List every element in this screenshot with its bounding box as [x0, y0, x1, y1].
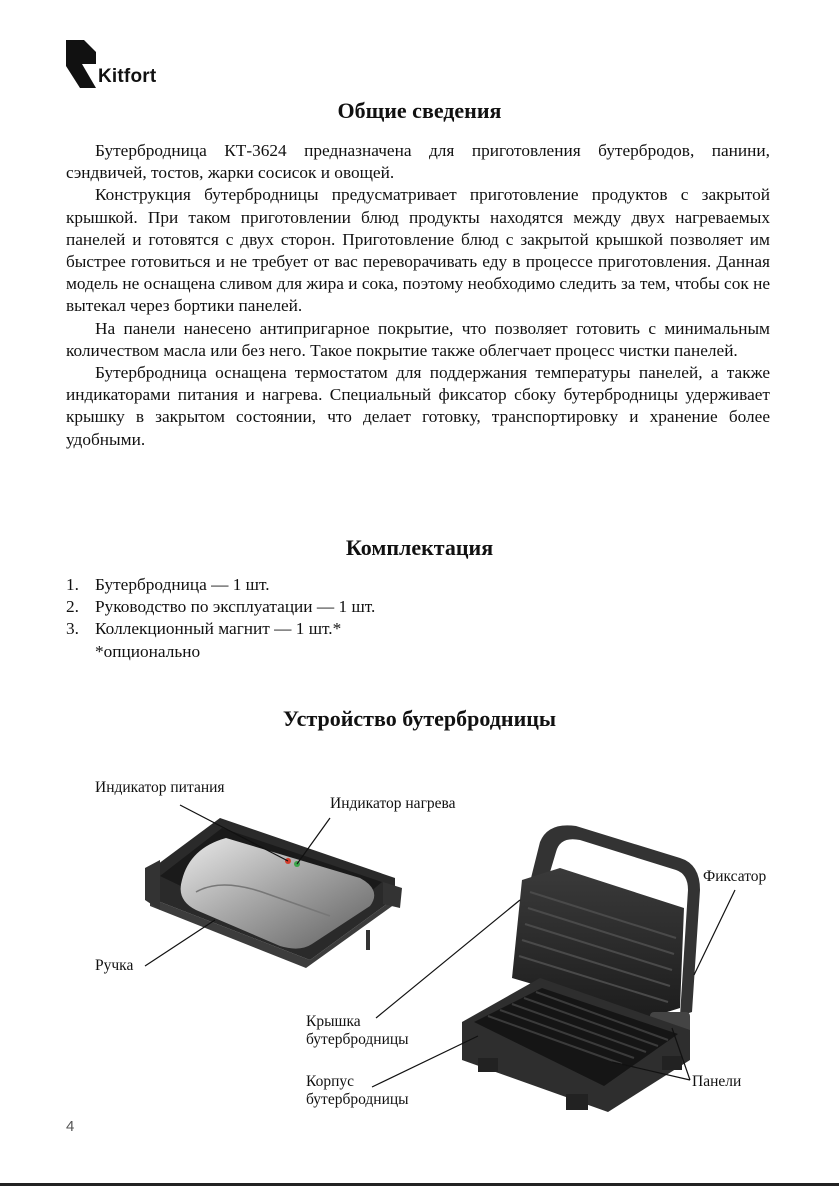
label-lid-line1: Крышка: [306, 1013, 361, 1030]
paragraph: Конструкция бутербродницы предусматривает приготовление продуктов с закрытой крышкой. При таком приготовлении блюд продукты находятся между двух нагреваемых панелей и готовятся с двух сторон. Приготовление блюд с закрытой крышкой позволяет им быстрее готовиться и не требует от вас переворачивать еду в процессе приготовления. Данная модель не оснащена сливом для жира и сока, поэтому необходимо следить за тем, чтобы сок не вытекал через бортики панелей.: [66, 185, 770, 316]
kit-list: [66, 574, 770, 663]
bottom-divider: [0, 1183, 839, 1186]
kitfort-logo-mark-icon: [66, 40, 96, 88]
list-item-number: 1.: [66, 575, 79, 594]
list-item: [66, 618, 770, 640]
label-plates: Панели: [692, 1073, 742, 1090]
paragraph: На панели нанесено антипригарное покрытие, что позволяет готовить с минимальным количеством масла или без него. Такое покрытие также облегчает процесс чистки панелей.: [66, 318, 770, 360]
kitfort-logo: [66, 40, 156, 88]
open-grill-image: [462, 825, 700, 1112]
list-item-text: Руководство по эксплуатации — 1 шт.: [95, 597, 376, 617]
brand-name: Kitfort: [98, 66, 157, 87]
list-item-text: Бутербродница — 1 шт.: [95, 575, 270, 594]
page-number: 4: [66, 1118, 75, 1135]
list-item: [66, 596, 770, 618]
paragraph: Бутербродница оснащена термостатом для поддержания температуры панелей, а также индикаторами питания и нагрева. Специальный фиксатор сбоку бутербродницы удерживает крышку в закрытом состоянии, что делает готовку, транспортировку и хранение более удобными.: [66, 363, 770, 449]
kit-note: *опционально: [95, 641, 201, 661]
label-body-line1: Корпус: [306, 1073, 354, 1090]
device-diagram: [0, 760, 839, 1120]
general-text: [66, 140, 770, 451]
closed-grill-image: [145, 818, 402, 968]
section-title-general: Общие сведения: [337, 98, 502, 123]
section-title-kit: Комплектация: [345, 535, 494, 560]
section-title-device: Устройство бутербродницы: [282, 706, 557, 731]
list-item-text: Коллекционный магнит — 1 шт.*: [95, 619, 342, 639]
list-item-number: 3.: [66, 619, 79, 639]
device-illustration: [0, 760, 839, 1120]
label-handle: Ручка: [95, 957, 134, 974]
paragraph: Бутербродница КТ-3624 предназначена для приготовления бутербродов, панини, сэндвичей, тостов, жарки сосисок и овощей.: [66, 141, 770, 183]
label-power-indicator: Индикатор питания: [95, 779, 225, 796]
list-item: [66, 574, 770, 596]
label-heat-indicator: Индикатор нагрева: [330, 795, 456, 812]
list-item-number: 2.: [66, 597, 79, 617]
label-body-line2: бутербродницы: [306, 1091, 409, 1108]
label-latch: Фиксатор: [703, 868, 767, 885]
label-lid-line2: бутербродницы: [306, 1031, 409, 1048]
